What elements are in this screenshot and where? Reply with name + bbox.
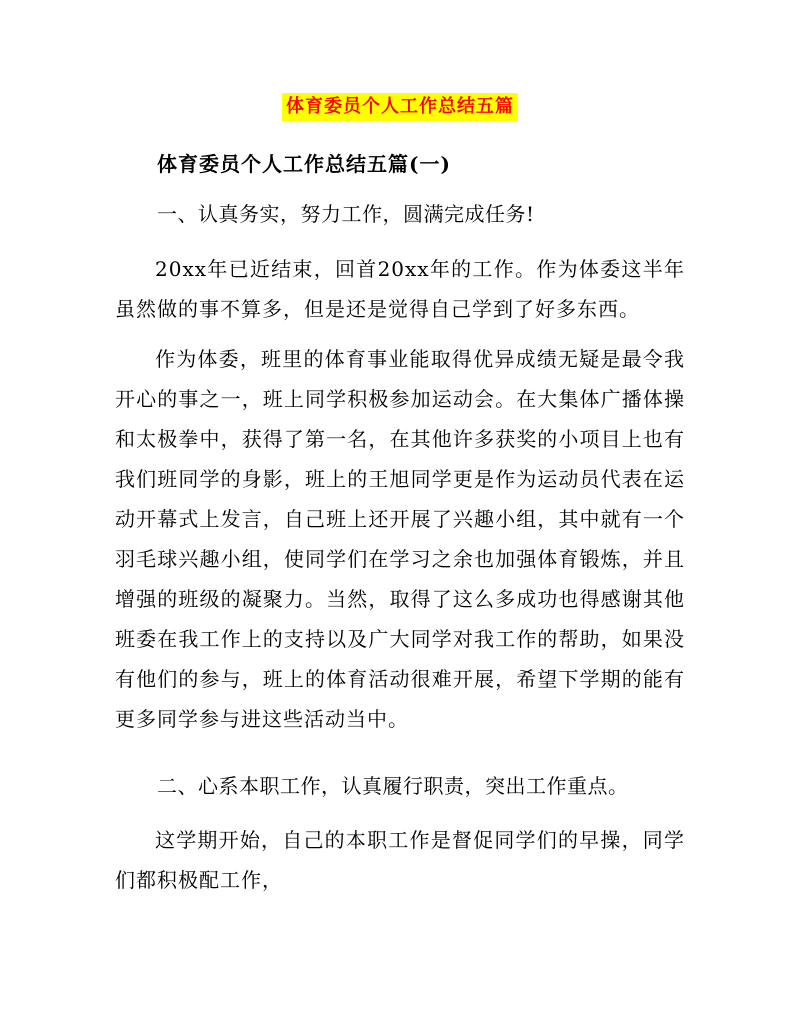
paragraph-2: 作为体委，班里的体育事业能取得优异成绩无疑是最令我开心的事之一，班上同学积极参加运动会。在大集体广播体操和太极拳中，获得了第一名，在其他许多获奖的小项目上也有我们班同学的身影，班上的王旭同学更是作为运动员代表在运动开幕式上发言，自己班上还开展了兴趣小组，其中就有一个羽毛球兴趣小组，使同学们在学习之余也加强体育锻炼，并且增强的班级的凝聚力。当然，取得了这么多成功也得感谢其他班委在我工作上的支持以及广大同学对我工作的帮助，如果没有他们的参与，班上的体育活动很难开展，希望下学期的能有更多同学参与进这些活动当中。: [115, 347, 685, 731]
document-title-container: [0, 93, 800, 121]
heading-1: 一、认真务实，努力工作，圆满完成任务!: [157, 202, 535, 226]
document-title: 体育委员个人工作总结五篇: [282, 93, 518, 121]
paragraph-1: 20xx年已近结束，回首20xx年的工作。作为体委这半年虽然做的事不算多，但是还是觉得自己学到了好多东西。: [115, 257, 685, 321]
heading-2: 二、心系本职工作，认真履行职责，突出工作重点。: [157, 774, 629, 798]
section-title: 体育委员个人工作总结五篇(一): [157, 152, 451, 176]
paragraph-3: 这学期开始，自己的本职工作是督促同学们的早操，同学们都积极配工作，: [115, 828, 685, 892]
